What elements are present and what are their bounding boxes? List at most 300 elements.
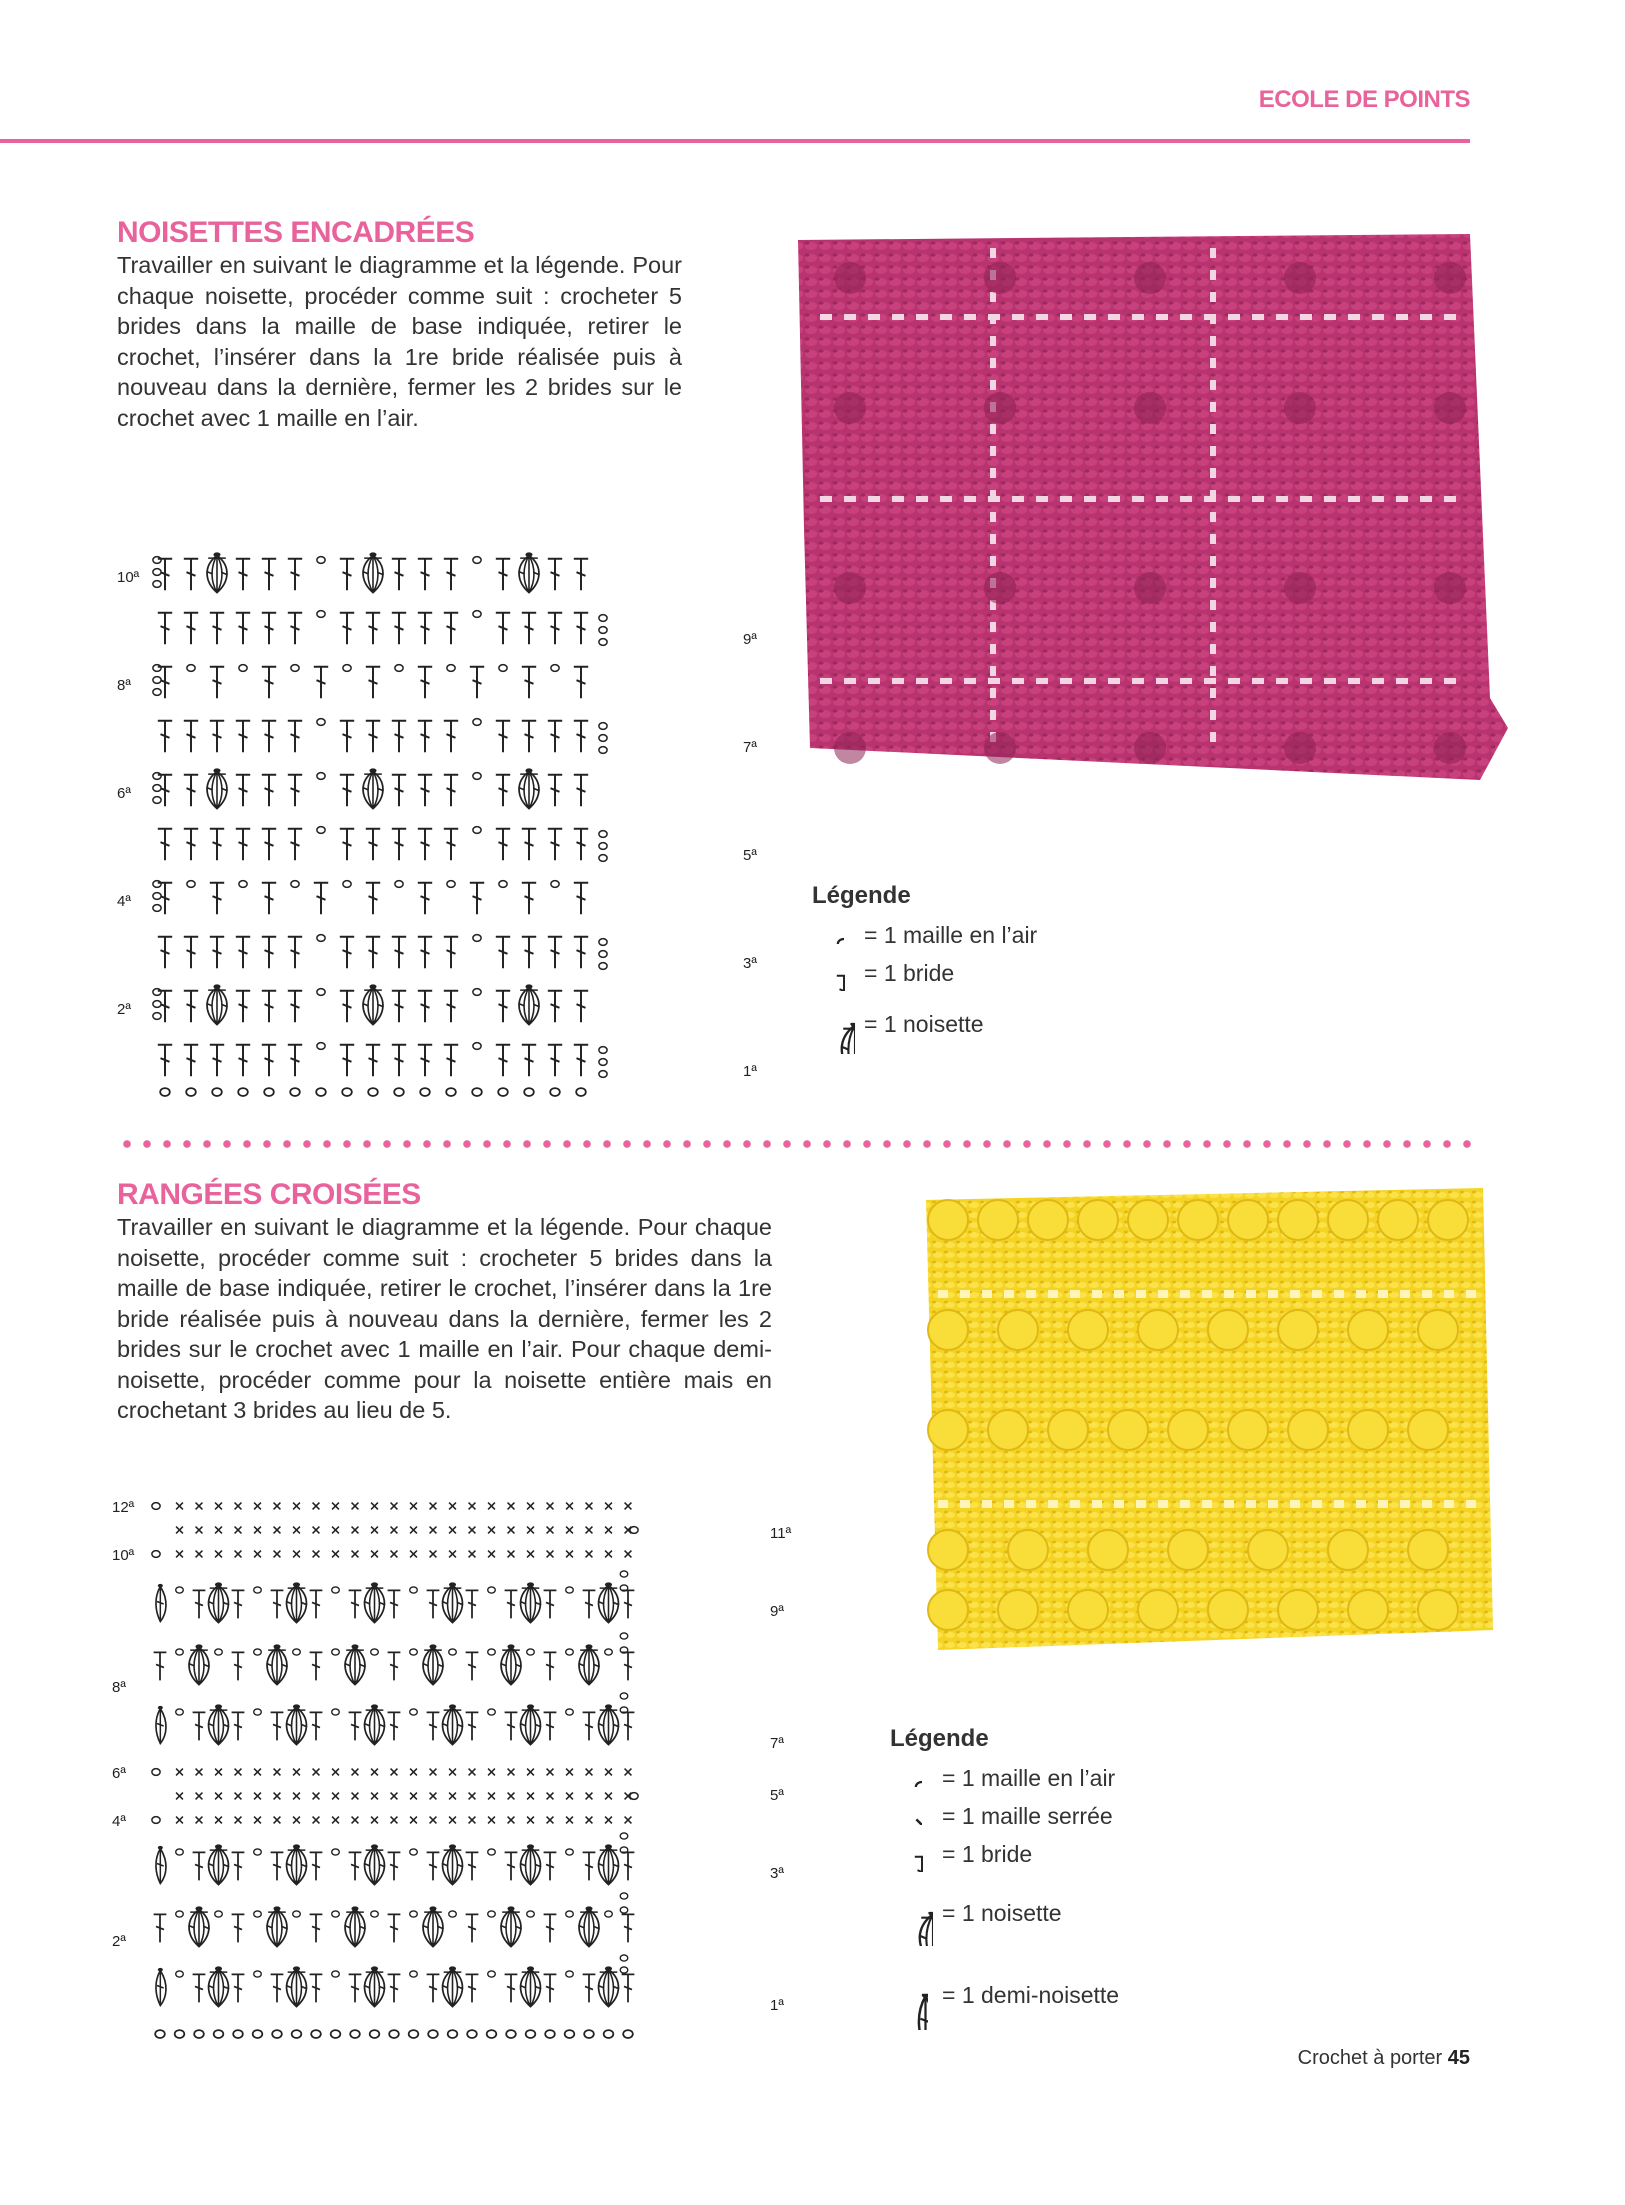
chart-double-crochet <box>288 721 302 753</box>
chart-double-crochet <box>418 1045 432 1077</box>
chart-single-crochet <box>293 1817 300 1824</box>
chart-single-crochet <box>391 1503 398 1510</box>
chart-chain <box>253 2030 263 2038</box>
chart-single-crochet <box>313 1551 320 1558</box>
chart-double-crochet <box>232 1852 245 1880</box>
chart-double-crochet <box>340 829 354 861</box>
chart-single-crochet <box>313 1817 320 1824</box>
chart-single-crochet <box>254 1503 261 1510</box>
chart-double-crochet <box>418 775 432 807</box>
section1-legend <box>812 882 1037 1056</box>
chart-double-crochet <box>288 991 302 1023</box>
chart-chain <box>239 881 247 888</box>
chart-double-crochet <box>622 1974 635 2002</box>
chart-chain <box>447 665 455 672</box>
chart-single-crochet <box>547 1817 554 1824</box>
chart-single-crochet <box>235 1793 242 1800</box>
chart-single-crochet <box>313 1793 320 1800</box>
chart-chain <box>212 1088 222 1096</box>
chart-chain <box>389 2030 399 2038</box>
chart-single-crochet <box>196 1817 203 1824</box>
chart-chain <box>368 1088 378 1096</box>
chart-bobble <box>442 1844 463 1884</box>
chart-chain <box>566 1649 574 1655</box>
half-bobble-icon <box>890 1953 936 2037</box>
chart-chain <box>371 1649 379 1655</box>
legend-label: = 1 maille serrée <box>942 1802 1113 1829</box>
chart-single-crochet <box>566 1817 573 1824</box>
chart-double-crochet <box>548 991 562 1023</box>
chart-double-crochet <box>392 721 406 753</box>
chart-single-crochet <box>391 1793 398 1800</box>
chart-chain <box>566 1911 574 1917</box>
chart-double-crochet <box>427 1590 440 1618</box>
chart-chain <box>630 1793 638 1800</box>
chart-chain <box>317 989 325 996</box>
chart-double-crochet <box>496 559 510 591</box>
chart-chain <box>187 665 195 672</box>
chart-double-crochet <box>418 559 432 591</box>
chart-single-crochet <box>508 1817 515 1824</box>
chart-bobble <box>518 552 539 592</box>
page-number: 45 <box>1447 2047 1470 2069</box>
chart-double-crochet <box>158 1045 172 1077</box>
chart-chain <box>473 557 481 564</box>
chart-double-crochet <box>522 937 536 969</box>
chart-chain <box>264 1088 274 1096</box>
chart-chain <box>599 939 607 946</box>
chart-chain <box>394 1088 404 1096</box>
chart-double-crochet <box>232 1590 245 1618</box>
chart-double-crochet <box>392 775 406 807</box>
chart-chain <box>620 1833 628 1839</box>
chart-single-crochet <box>274 1527 281 1534</box>
chart-double-crochet <box>340 991 354 1023</box>
noisettes-encadrees-diagram <box>115 540 775 1115</box>
chart-double-crochet <box>548 775 562 807</box>
chart-chain <box>153 665 161 672</box>
chart-single-crochet <box>625 1503 632 1510</box>
chart-chain <box>153 1013 161 1020</box>
chart-double-crochet <box>210 829 224 861</box>
chart-double-crochet <box>622 1914 635 1942</box>
chart-chain <box>599 951 607 958</box>
chart-single-crochet <box>176 1527 183 1534</box>
chart-single-crochet <box>352 1503 359 1510</box>
chart-double-crochet <box>505 1974 518 2002</box>
rangees-croisees-diagram <box>112 1442 872 2062</box>
chart-double-crochet <box>548 613 562 645</box>
chart-single-crochet <box>176 1793 183 1800</box>
chart-chain <box>473 935 481 942</box>
legend-label: = 1 noisette <box>942 1899 1062 1926</box>
chart-double-crochet <box>340 721 354 753</box>
chart-bobble <box>364 1582 385 1622</box>
chart-chain <box>175 2030 185 2038</box>
chart-chain <box>599 639 607 646</box>
chart-single-crochet <box>566 1769 573 1776</box>
row-label: 1ª <box>743 1063 757 1080</box>
chart-chain <box>545 2030 555 2038</box>
legend-row-bobble <box>812 992 1037 1056</box>
chart-double-crochet <box>310 1914 323 1942</box>
chart-chain <box>332 1849 340 1855</box>
chart-single-crochet <box>332 1551 339 1558</box>
chart-chain <box>153 785 161 792</box>
chart-chain <box>160 1088 170 1096</box>
chart-half-bobble <box>156 1584 166 1622</box>
chart-bobble <box>442 1704 463 1744</box>
chart-double-crochet <box>418 667 432 699</box>
chart-bobble <box>344 1906 365 1946</box>
chart-bobble <box>520 1582 541 1622</box>
chart-chain <box>565 2030 575 2038</box>
chart-chain <box>317 827 325 834</box>
legend-row-half-bobble <box>890 1953 1119 2037</box>
chart-double-crochet <box>388 1712 401 1740</box>
chart-bobble <box>598 1844 619 1884</box>
chart-chain <box>152 1551 160 1558</box>
chart-double-crochet <box>210 613 224 645</box>
chart-double-crochet <box>232 1974 245 2002</box>
chart-single-crochet <box>430 1551 437 1558</box>
chart-chain <box>410 1849 418 1855</box>
chart-single-crochet <box>391 1817 398 1824</box>
chart-chain <box>566 1587 574 1593</box>
chart-single-crochet <box>176 1769 183 1776</box>
chart-chain <box>371 1911 379 1917</box>
chart-bobble <box>208 1966 229 2006</box>
row-label: 8ª <box>117 677 131 694</box>
chart-single-crochet <box>469 1817 476 1824</box>
chart-chain <box>410 1649 418 1655</box>
page-footer <box>1298 2047 1470 2070</box>
chart-double-crochet <box>574 775 588 807</box>
chart-chain <box>551 665 559 672</box>
chart-chain <box>332 1911 340 1917</box>
chart-chain <box>630 1527 638 1534</box>
chart-single-crochet <box>566 1551 573 1558</box>
chart-bobble <box>518 768 539 808</box>
chart-single-crochet <box>293 1527 300 1534</box>
chart-double-crochet <box>418 613 432 645</box>
chart-chain <box>566 1709 574 1715</box>
row-label: 2ª <box>117 1001 131 1018</box>
legend-row-chain <box>890 1759 1119 1797</box>
chart-double-crochet <box>583 1974 596 2002</box>
legend-row-single-crochet <box>890 1797 1119 1835</box>
chart-single-crochet <box>449 1817 456 1824</box>
chart-chain <box>153 569 161 576</box>
chart-double-crochet <box>496 991 510 1023</box>
legend-title: Légende <box>890 1725 989 1752</box>
chart-double-crochet <box>496 1045 510 1077</box>
chart-chain <box>332 1709 340 1715</box>
chart-bobble <box>208 1582 229 1622</box>
chart-chain <box>254 1587 262 1593</box>
chart-single-crochet <box>371 1551 378 1558</box>
chart-double-crochet <box>288 1045 302 1077</box>
chart-chain <box>176 1649 184 1655</box>
chart-bobble <box>500 1906 521 1946</box>
chart-double-crochet <box>418 991 432 1023</box>
chart-bobble <box>188 1644 209 1684</box>
chart-double-crochet <box>427 1712 440 1740</box>
chart-single-crochet <box>547 1527 554 1534</box>
section2-legend <box>890 1725 1119 2037</box>
chart-double-crochet <box>340 775 354 807</box>
chart-double-crochet <box>184 613 198 645</box>
chart-bobble <box>362 768 383 808</box>
chart-single-crochet <box>293 1793 300 1800</box>
chart-single-crochet <box>176 1503 183 1510</box>
chart-half-bobble <box>156 1846 166 1884</box>
chart-double-crochet <box>158 721 172 753</box>
chart-single-crochet <box>449 1527 456 1534</box>
chart-double-crochet <box>622 1590 635 1618</box>
chart-single-crochet <box>625 1769 632 1776</box>
chart-double-crochet <box>548 1045 562 1077</box>
chart-chain <box>152 1769 160 1776</box>
chart-chain <box>473 773 481 780</box>
row-label: 12ª <box>112 1499 135 1516</box>
chart-single-crochet <box>547 1793 554 1800</box>
chart-single-crochet <box>449 1793 456 1800</box>
row-label: 5ª <box>770 1787 784 1804</box>
chart-single-crochet <box>488 1551 495 1558</box>
chart-chain <box>599 1071 607 1078</box>
chart-chain <box>620 1571 628 1577</box>
row-label: 5ª <box>743 847 757 864</box>
chart-double-crochet <box>154 1652 167 1680</box>
chart-chain <box>446 1088 456 1096</box>
chart-double-crochet <box>310 1652 323 1680</box>
chart-chain <box>153 881 161 888</box>
chart-chain <box>153 677 161 684</box>
chart-chain <box>176 1709 184 1715</box>
chart-chain <box>599 855 607 862</box>
section2-text: Travailler en suivant le diagramme et la légende. Pour chaque noisette, procéder comme suit : crocheter 5 brides dans la maille de base indiquée, retirer le crochet, l’insérer dans la 1re bride réalisée puis à nouveau dans la dernière, fermer les 2 brides sur le crochet avec 1 maille en l’air. Pour chaque demi-noisette, procéder comme pour la noisette entière mais en crochetant 3 brides au lieu de 5. <box>117 1214 772 1423</box>
chart-chain <box>254 1911 262 1917</box>
chart-chain <box>176 1971 184 1977</box>
chart-bobble <box>422 1906 443 1946</box>
chart-chain <box>499 665 507 672</box>
section2-title: RANGÉES CROISÉES <box>117 1178 421 1211</box>
chart-double-crochet <box>236 937 250 969</box>
chart-double-crochet <box>310 1852 323 1880</box>
chart-chain <box>293 1911 301 1917</box>
chart-double-crochet <box>583 1712 596 1740</box>
chart-double-crochet <box>184 775 198 807</box>
chart-chain <box>187 881 195 888</box>
chart-single-crochet <box>586 1769 593 1776</box>
row-label: 7ª <box>743 739 757 756</box>
chart-single-crochet <box>488 1769 495 1776</box>
chart-single-crochet <box>352 1817 359 1824</box>
chart-double-crochet <box>210 937 224 969</box>
chart-double-crochet <box>574 721 588 753</box>
chart-single-crochet <box>391 1527 398 1534</box>
chart-single-crochet <box>430 1527 437 1534</box>
chart-chain <box>291 881 299 888</box>
chart-single-crochet <box>274 1793 281 1800</box>
chart-chain <box>620 1967 628 1973</box>
chart-double-crochet <box>444 775 458 807</box>
chart-bobble <box>206 984 227 1024</box>
chart-double-crochet <box>548 721 562 753</box>
chart-chain <box>155 2030 165 2038</box>
chart-chain <box>153 689 161 696</box>
chart-chain <box>488 1709 496 1715</box>
yellow-swatch-photo <box>908 1180 1508 1662</box>
chart-single-crochet <box>332 1503 339 1510</box>
chart-bobble <box>364 1704 385 1744</box>
section-divider <box>117 1139 1472 1149</box>
chart-chain <box>370 2030 380 2038</box>
chart-chain <box>566 1849 574 1855</box>
chart-chain <box>488 1971 496 1977</box>
chart-chain <box>153 905 161 912</box>
chart-chain <box>623 2030 633 2038</box>
chart-single-crochet <box>352 1769 359 1776</box>
chart-single-crochet <box>488 1793 495 1800</box>
chart-bobble <box>520 1966 541 2006</box>
chart-chain <box>599 627 607 634</box>
header-rule <box>0 139 1470 143</box>
chart-bobble <box>422 1644 443 1684</box>
chart-chain <box>254 1649 262 1655</box>
chart-chain <box>473 989 481 996</box>
row-label: 9ª <box>770 1603 784 1620</box>
chart-single-crochet <box>508 1527 515 1534</box>
chart-chain <box>152 1503 160 1510</box>
chart-chain <box>599 1047 607 1054</box>
chart-single-crochet <box>254 1551 261 1558</box>
chart-single-crochet <box>235 1817 242 1824</box>
chart-single-crochet <box>371 1793 378 1800</box>
chart-double-crochet <box>310 1590 323 1618</box>
chart-single-crochet <box>605 1817 612 1824</box>
chart-half-bobble <box>156 1706 166 1744</box>
chart-bobble <box>364 1844 385 1884</box>
chart-bobble <box>206 552 227 592</box>
chart-chain <box>239 665 247 672</box>
chart-half-bobble <box>156 1968 166 2006</box>
chart-single-crochet <box>215 1527 222 1534</box>
chart-single-crochet <box>547 1503 554 1510</box>
chart-double-crochet <box>184 829 198 861</box>
legend-label: = 1 demi-noisette <box>942 1981 1120 2008</box>
chart-double-crochet <box>288 613 302 645</box>
chart-chain <box>311 2030 321 2038</box>
row-label: 6ª <box>112 1765 126 1782</box>
chart-double-crochet <box>184 721 198 753</box>
chart-chain <box>524 1088 534 1096</box>
chart-chain <box>428 2030 438 2038</box>
chart-double-crochet <box>392 559 406 591</box>
chart-chain <box>342 1088 352 1096</box>
chart-single-crochet <box>410 1527 417 1534</box>
chart-single-crochet <box>215 1503 222 1510</box>
chart-single-crochet <box>352 1551 359 1558</box>
chart-single-crochet <box>586 1527 593 1534</box>
chart-single-crochet <box>410 1817 417 1824</box>
chart-double-crochet <box>366 883 380 915</box>
chart-double-crochet <box>349 1974 362 2002</box>
chart-chain <box>499 881 507 888</box>
chart-chain <box>153 773 161 780</box>
chart-single-crochet <box>293 1551 300 1558</box>
chart-double-crochet <box>388 1914 401 1942</box>
chart-double-crochet <box>574 667 588 699</box>
chart-chain <box>506 2030 516 2038</box>
chart-double-crochet <box>522 667 536 699</box>
chart-double-crochet <box>392 613 406 645</box>
chart-double-crochet <box>418 829 432 861</box>
chart-double-crochet <box>505 1852 518 1880</box>
chart-chain <box>410 1587 418 1593</box>
chart-single-crochet <box>488 1527 495 1534</box>
chart-double-crochet <box>444 937 458 969</box>
chart-chain <box>599 723 607 730</box>
chart-double-crochet <box>262 1045 276 1077</box>
chart-single-crochet <box>449 1503 456 1510</box>
chart-single-crochet <box>215 1817 222 1824</box>
chart-double-crochet <box>184 1045 198 1077</box>
double-crochet-icon <box>812 954 858 992</box>
chart-single-crochet <box>313 1769 320 1776</box>
chart-single-crochet <box>508 1503 515 1510</box>
chart-double-crochet <box>193 1852 206 1880</box>
chart-chain <box>317 935 325 942</box>
chart-chain <box>447 881 455 888</box>
chart-double-crochet <box>444 991 458 1023</box>
legend-row-bobble <box>890 1873 1119 1953</box>
chart-chain <box>410 1971 418 1977</box>
chart-single-crochet <box>625 1817 632 1824</box>
chart-single-crochet <box>410 1769 417 1776</box>
chart-single-crochet <box>352 1793 359 1800</box>
chart-chain <box>488 1849 496 1855</box>
chart-chain <box>599 747 607 754</box>
chart-chain <box>487 2030 497 2038</box>
chart-bobble <box>362 552 383 592</box>
chart-single-crochet <box>313 1527 320 1534</box>
chart-single-crochet <box>430 1793 437 1800</box>
chart-chain <box>488 1911 496 1917</box>
chart-single-crochet <box>449 1551 456 1558</box>
chart-single-crochet <box>469 1527 476 1534</box>
chart-double-crochet <box>158 829 172 861</box>
chart-double-crochet <box>271 1712 284 1740</box>
chart-single-crochet <box>508 1793 515 1800</box>
row-label: 2ª <box>112 1933 126 1950</box>
chart-chain <box>254 1849 262 1855</box>
chart-single-crochet <box>508 1769 515 1776</box>
chart-chain <box>292 2030 302 2038</box>
chart-bobble <box>518 984 539 1024</box>
chart-double-crochet <box>349 1852 362 1880</box>
chart-bobble <box>286 1844 307 1884</box>
chart-double-crochet <box>548 937 562 969</box>
chart-chain <box>449 1649 457 1655</box>
chart-chain <box>526 2030 536 2038</box>
chart-single-crochet <box>566 1527 573 1534</box>
row-label: 4ª <box>112 1813 126 1830</box>
chart-single-crochet <box>469 1793 476 1800</box>
chart-double-crochet <box>314 667 328 699</box>
chart-single-crochet <box>215 1551 222 1558</box>
